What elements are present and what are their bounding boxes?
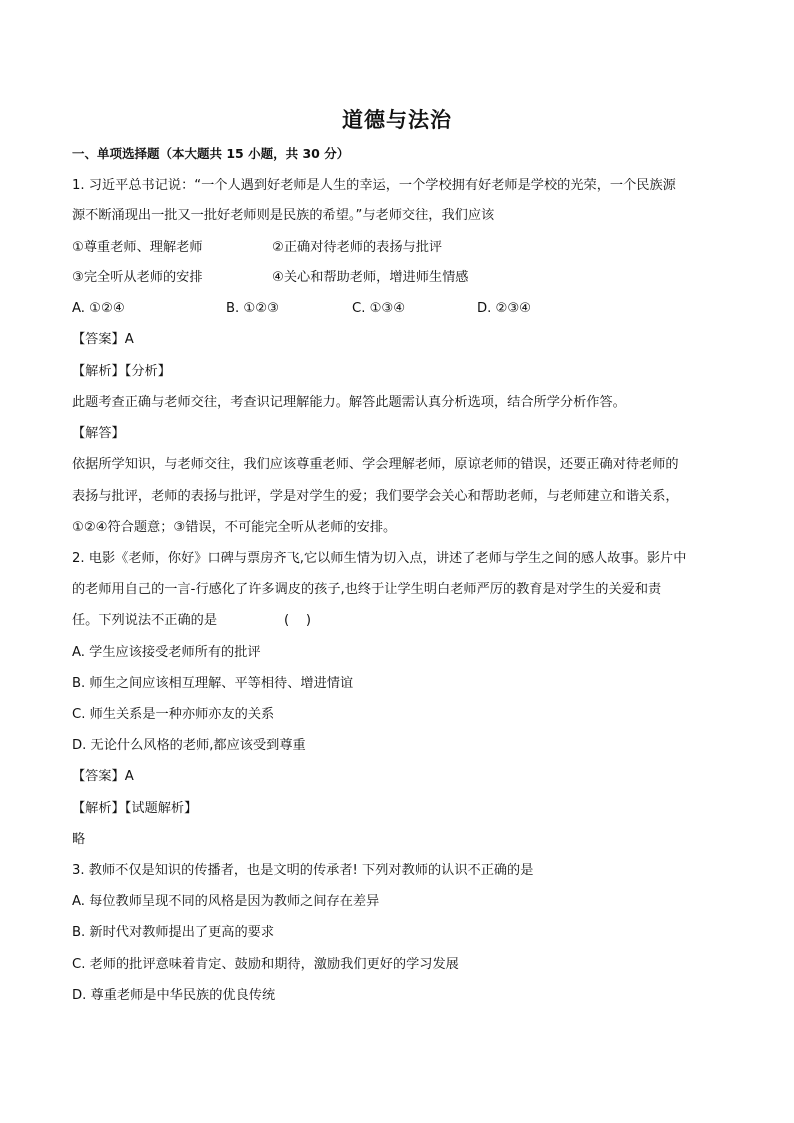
q1-stem-line-2: 源不断涌现出一批又一批好老师则是民族的希望。”与老师交往，我们应该: [72, 208, 495, 223]
q1-choice-b: B. ①②③: [226, 301, 279, 316]
q1-choice-d: D. ②③④: [477, 301, 532, 316]
q1-analysis-text: 此题考查正确与老师交往，考查识记理解能力。解答此题需认真分析选项，结合所学分析作答。: [72, 395, 626, 410]
q1-solve-line-3: ①②④符合题意；③错误，不可能完全听从老师的安排。: [72, 520, 397, 535]
q2-analysis-label: 【解析】【试题解析】: [72, 801, 198, 816]
q2-stem-line-1: 2. 电影《老师，你好》口碑与票房齐飞,它以师生情为切入点，讲述了老师与学生之间的感人故事。影片中: [72, 551, 687, 566]
q2-option-d: D. 无论什么风格的老师,都应该受到尊重: [72, 738, 306, 753]
q1-option-1: ①尊重老师、理解老师: [72, 240, 203, 255]
page-title: 道德与法治: [342, 108, 452, 132]
q1-analysis-label: 【解析】【分析】: [72, 364, 171, 379]
q3-option-d: D. 尊重老师是中华民族的优良传统: [72, 988, 276, 1003]
q2-answer: 【答案】A: [72, 769, 134, 784]
q3-option-a: A. 每位教师呈现不同的风格是因为教师之间存在差异: [72, 894, 380, 909]
q3-stem: 3. 教师不仅是知识的传播者，也是文明的传承者! 下列对教师的认识不正确的是: [72, 863, 534, 878]
q1-answer: 【答案】A: [72, 332, 134, 347]
q2-answer-parenthesis: ( ): [284, 613, 312, 628]
q1-option-3: ③完全听从老师的安排: [72, 270, 203, 285]
q2-stem-text: 任。下列说法不正确的是: [72, 613, 218, 628]
q1-stem-line-1: 1. 习近平总书记说：“一个人遇到好老师是人生的幸运，一个学校拥有好老师是学校的光荣，一个民族源: [72, 178, 676, 193]
q2-stem-line-3: [72, 611, 722, 631]
q3-option-b: B. 新时代对教师提出了更高的要求: [72, 925, 275, 940]
q3-option-c: C. 老师的批评意味着肯定、鼓励和期待，激励我们更好的学习发展: [72, 957, 459, 972]
q1-option-2: ②正确对待老师的表扬与批评: [272, 240, 443, 255]
q2-option-b: B. 师生之间应该相互理解、平等相待、增进情谊: [72, 676, 354, 691]
q1-solve-label: 【解答】: [72, 426, 125, 441]
q1-choice-a: A. ①②④: [72, 301, 125, 316]
q2-stem-line-2: 的老师用自己的一言-行感化了许多调皮的孩子,也终于让学生明白老师严厉的教育是对学生的关爱和责: [72, 582, 662, 597]
q1-option-4: ④关心和帮助老师，增进师生情感: [272, 270, 469, 285]
q1-solve-line-2: 表扬与批评，老师的表扬与批评，学是对学生的爱；我们要学会关心和帮助老师，与老师建立和谐关系，: [72, 489, 679, 504]
q1-choice-c: C. ①③④: [352, 301, 406, 316]
q2-option-c: C. 师生关系是一种亦师亦友的关系: [72, 707, 275, 722]
q2-option-a: A. 学生应该接受老师所有的批评: [72, 645, 261, 660]
q2-analysis-note: 略: [72, 832, 86, 847]
section-heading: 一、单项选择题（本大题共 15 小题，共 30 分）: [72, 146, 350, 161]
q1-solve-line-1: 依据所学知识，与老师交往，我们应该尊重老师、学会理解老师，原谅老师的错误，还要正确对待老师的: [72, 457, 679, 472]
